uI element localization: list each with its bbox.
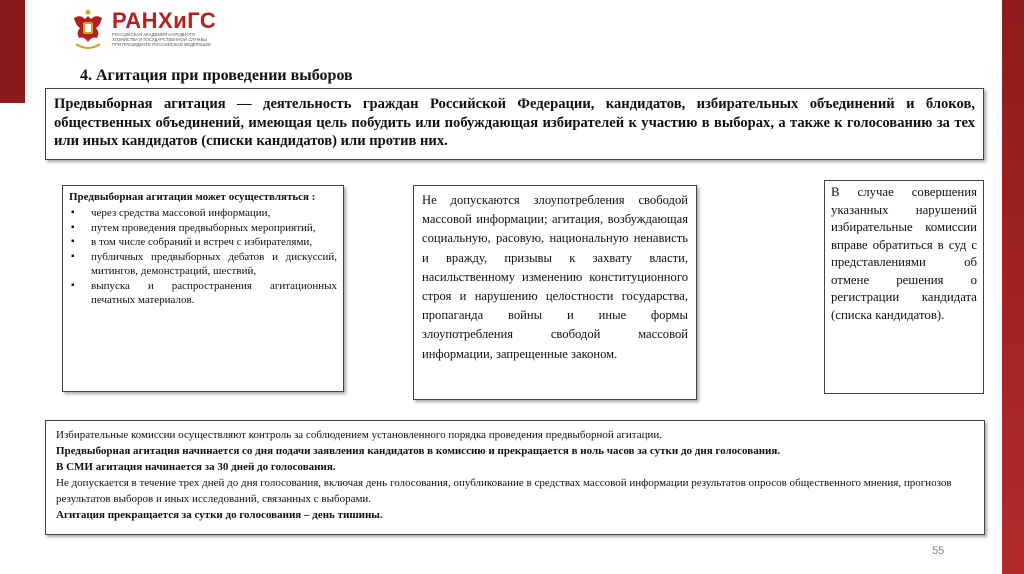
- brand-name: РАНХиГС: [112, 8, 217, 33]
- rule-line: Агитация прекращается за сутки до голосования – день тишины.: [56, 509, 383, 521]
- rule-line: Предвыборная агитация начинается со дня подачи заявления кандидатов в комиссию и прекращается в ноль часов за сутки до дня голосования.: [56, 445, 781, 457]
- page-number: 55: [932, 545, 945, 557]
- ranepa-emblem-icon: [70, 6, 106, 54]
- list-item: ▪ через средства массовой информации,: [69, 206, 337, 221]
- forms-heading: Предвыборная агитация может осуществляться :: [69, 191, 316, 203]
- definition-box: [45, 88, 984, 160]
- prohibitions-text: Не допускаются злоупотребления свободой массовой информации; агитация, возбуждающая социальную, расовую, национальную ненависть и вражду, призывы к захвату власти, насильственному изменению конституционного строя и нарушению целостности государства, пропаганда войны и иные формы злоупотребления свободой массовой информации, запрещенные законом.: [422, 193, 688, 361]
- prohibitions-box: [413, 185, 697, 400]
- list-item: ▪ путем проведения предвыборных мероприятий,: [69, 221, 337, 236]
- control-rules-box: [45, 420, 985, 535]
- list-item: ▪ в том числе собраний и встреч с избирателями,: [69, 235, 337, 250]
- rule-line: Не допускается в течение трех дней до дня голосования, включая день голосования, опубликование в средствах массовой информации результатов опросов общественного мнения, прогнозов результатов выборов и иных исследований, связанных с выборами.: [56, 477, 952, 505]
- list-item: ▪ публичных предвыборных дебатов и дискуссий, митингов, демонстраций, шествий,: [69, 250, 337, 279]
- brand-subtitle: РОССИЙСКАЯ АКАДЕМИЯ НАРОДНОГО ХОЗЯЙСТВА И ГОСУДАРСТВЕННОЙ СЛУЖБЫ ПРИ ПРЕЗИДЕНТЕ РОССИЙСКОЙ ФЕДЕРАЦИИ: [112, 32, 211, 48]
- agitation-forms-box: [62, 185, 344, 392]
- slide-title: 4. Агитация при проведении выборов: [80, 67, 353, 84]
- violations-text: В случае совершения указанных нарушений избирательные комиссии вправе обратиться в суд с представлениями об отмене решения о регистрации кандидата (списка кандидатов).: [831, 185, 977, 322]
- forms-list: [69, 206, 337, 308]
- left-accent-bar: [0, 0, 25, 103]
- rule-line: В СМИ агитация начинается за 30 дней до голосования.: [56, 461, 336, 473]
- list-item: ▪ выпуска и распространения агитационных печатных материалов.: [69, 279, 337, 308]
- rule-line: Избирательные комиссии осуществляют контроль за соблюдением установленного порядка проведения предвыборной агитации.: [56, 429, 663, 441]
- violations-box: [824, 180, 984, 394]
- definition-text: Предвыборная агитация — деятельность граждан Российской Федерации, кандидатов, избирательных объединений и блоков, общественных объединений, имеющая цель побудить или побуждающая избирателей к участию в выборах, а также к голосованию за тех или иных кандидатов (списки кандидатов) или против них.: [54, 96, 975, 149]
- right-accent-bar: [1002, 0, 1024, 574]
